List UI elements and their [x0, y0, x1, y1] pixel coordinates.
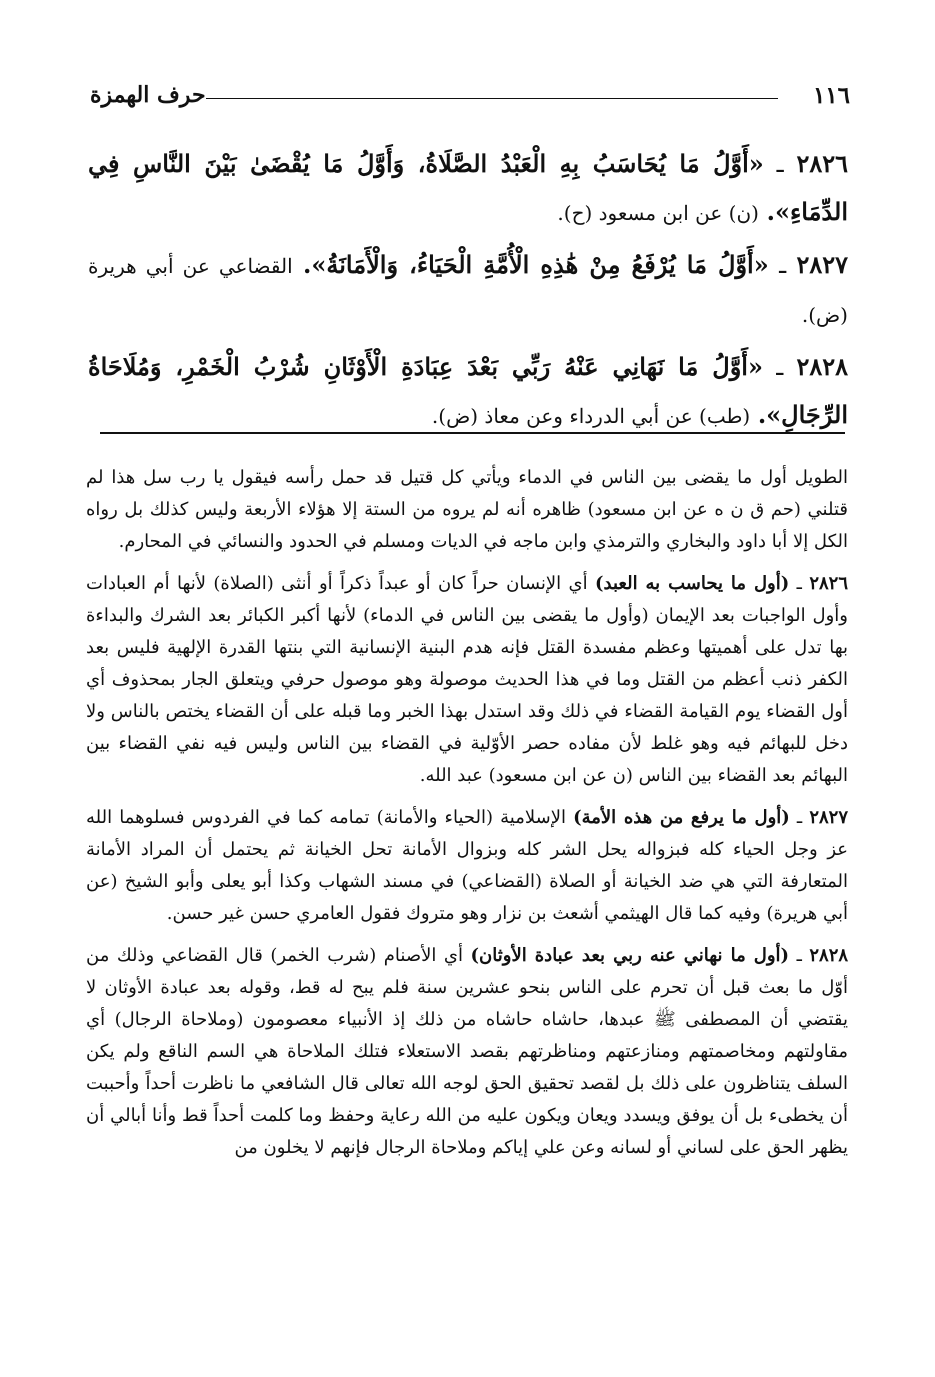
chapter-title: حرف الهمزة: [90, 82, 206, 108]
hadith-entry: ٢٨٢٨ ـ «أَوَّلُ مَا نَهَانِي عَنْهُ رَبِّي بَعْدَ عِبَادَةِ الْأَوْثَانِ شُرْبُ الْخَمْرِ، وَمُلَاحَاةُ الرِّجَالِ». (طب) عن أبي الدرداء وعن معاذ (ض).: [88, 352, 848, 429]
commentary-text: الإسلامية (الحياء والأمانة) تمامه كما في الفردوس فسلوهما الله عز وجل الحياء كله فبزواله يحل الشر كله وبزوال الأمانة تحل الخيانة ثم يحتمل أن المراد الأمانة المتعارفة التي هي ضد الخيانة أو الصلاة (القضاعي) في مسند الشهاب وكذا أبو يعلى وأبو الشيخ (عن أبي هريرة) وفيه كما قال الهيثمي أشعث بن نزار وهو متروك فقول العامري حسن غير حسن.: [86, 807, 848, 924]
hadith-reference: (ن) عن ابن مسعود (ح).: [557, 201, 759, 225]
commentary-block: [86, 462, 848, 1174]
commentary-text: أي الإنسان حراً كان أو عبداً ذكراً أو أنثى (الصلاة) لأنها أم العبادات وأول الواجبات بعد الإيمان (وأول ما يقضى بين الناس في الدماء) لأنها أكبر الكبائر بعد الشرك والبداءة بها تدل على أهميتها وعظم مفسدة القتل فإنه هدم البنية الإنسانية التي بنتها القدرة الإلهية فليس بعد الكفر ذنب أعظم من القتل وما في هذا الحديث موصولة وهو موصول حرفي ويتعلق الجار بمحذوف أي أول القضاء يوم القيامة القضاء في ذلك وقد استدل بهذا الخبر وما قبله على أن القضاء يختص بالناس ولا دخل للبهائم فيه وهو غلط لأن مفاده حصر الأوّلية في القضاء بين الناس وليس فيه نفي القضاء بين البهائم بعد القضاء بين الناس (ن عن ابن مسعود) عبد الله.: [86, 573, 848, 786]
hadith-number: ٢٨٢٦: [796, 149, 848, 178]
hadith-reference: (طب) عن أبي الدرداء وعن معاذ (ض).: [431, 404, 751, 428]
hadith-text: «أَوَّلُ مَا يُرْفَعُ مِنْ هَٰذِهِ الْأُمَّةِ الْحَيَاءُ، وَالْأَمَانَةُ».: [303, 250, 769, 279]
commentary-lemma: (أول ما نهاني عنه ربي بعد عبادة الأوثان): [470, 945, 790, 966]
hadith-text: «أَوَّلُ مَا يُحَاسَبُ بِهِ الْعَبْدُ الصَّلَاةُ، وَأَوَّلُ مَا يُقْضَىٰ بَيْنَ النَّاسِ فِي الدِّمَاءِ».: [88, 149, 848, 226]
commentary-paragraph: ٢٨٢٦ ـ (أول ما يحاسب به العبد) أي الإنسان حراً كان أو عبداً ذكراً أو أنثى (الصلاة) لأنها أم العبادات وأول الواجبات بعد الإيمان (وأول ما يقضى بين الناس في الدماء) لأنها أكبر الكبائر بعد الشرك والبداءة بها تدل على أهميتها وعظم مفسدة القتل فإنه هدم البنية الإنسانية التي بنتها القدرة الإلهية فليس بعد الكفر ذنب أعظم من القتل وما في هذا الحديث موصولة وهو موصول حرفي ويتعلق الجار بمحذوف أي أول القضاء يوم القيامة القضاء في ذلك وقد استدل بهذا الخبر وما قبله على أن القضاء يختص بالناس ولا دخل للبهائم فيه وهو غلط لأن مفاده حصر الأوّلية في القضاء بين الناس وليس فيه نفي القضاء بين البهائم بعد القضاء بين الناس (ن عن ابن مسعود) عبد الله.: [86, 573, 849, 786]
commentary-text: أي الأصنام (شرب الخمر) قال القضاعي وذلك من أوّل ما بعث قبل أن تحرم على الناس بنحو عشرين سنة فلم يبح له قط، وقوله بعد عبادة الأوثان لا يقتضي أن المصطفى ﷺ عبدها، حاشاه حاشاه من ذلك إذ الأنبياء معصومون (وملاحاة الرجال) أي مقاولتهم ومخاصمتهم ومنازعتهم ومناظرتهم بقصد الاستعلاء فتلك الملاحاة هي السم الناقع ولم يكن السلف يتناظرون على ذلك بل لقصد تحقيق الحق لوجه الله تعالى قال الشافعي ما ناظرت أحداً وأحببت أن يخطىء بل أن يوفق ويسدد ويعان ويكون عليه من الله رعاية وحفظ وما كلمت أحداً قط وأنا أبالي أن يظهر الحق على لساني أو لسانه وعن علي إياكم وملاحاة الرجال فإنهم لا يخلون من: [86, 945, 848, 1158]
commentary-number: ٢٨٢٨: [809, 945, 849, 966]
commentary-lemma: (أول ما يرفع من هذه الأمة): [573, 807, 790, 828]
hadith-entry: ٢٨٢٦ ـ «أَوَّلُ مَا يُحَاسَبُ بِهِ الْعَبْدُ الصَّلَاةُ، وَأَوَّلُ مَا يُقْضَىٰ بَيْنَ النَّاسِ فِي الدِّمَاءِ». (ن) عن ابن مسعود (ح).: [88, 149, 848, 226]
commentary-number: ٢٨٢٦: [809, 573, 849, 594]
commentary-number: ٢٨٢٧: [809, 807, 848, 828]
commentary-text: الطويل أول ما يقضى بين الناس في الدماء ويأتي كل قتيل قد حمل رأسه فيقول يا رب سل هذا لم قتلني (حم ق ن ه عن ابن مسعود) ظاهره أنه لم يروه من الستة إلا هؤلاء الأربعة وليس كذلك بل رواه الكل إلا أبا داود والبخاري والترمذي وابن ماجه في الديات ومسلم في الحدود والنسائي في المحارم.: [86, 467, 848, 552]
hadith-reference: القضاعي عن أبي هريرة (ض).: [88, 254, 848, 327]
hadith-text: «أَوَّلُ مَا نَهَانِي عَنْهُ رَبِّي بَعْدَ عِبَادَةِ الْأَوْثَانِ شُرْبُ الْخَمْرِ، وَمُلَاحَاةُ الرِّجَالِ».: [88, 352, 848, 429]
hadith-entry: ٢٨٢٧ ـ «أَوَّلُ مَا يُرْفَعُ مِنْ هَٰذِهِ الْأُمَّةِ الْحَيَاءُ، وَالْأَمَانَةُ». القضاعي عن أبي هريرة (ض).: [88, 250, 849, 327]
commentary-paragraph: [86, 462, 848, 558]
header-rule: [206, 98, 778, 99]
commentary-lemma: (أول ما يحاسب به العبد): [595, 573, 790, 594]
hadith-number: ٢٨٢٨: [796, 352, 848, 381]
page-header: [90, 82, 850, 112]
section-divider: [100, 432, 845, 434]
commentary-paragraph: ٢٨٢٨ ـ (أول ما نهاني عنه ربي بعد عبادة الأوثان) أي الأصنام (شرب الخمر) قال القضاعي وذلك من أوّل ما بعث قبل أن تحرم على الناس بنحو عشرين سنة فلم يبح له قط، وقوله بعد عبادة الأوثان لا يقتضي أن المصطفى ﷺ عبدها، حاشاه حاشاه من ذلك إذ الأنبياء معصومون (وملاحاة الرجال) أي مقاولتهم ومخاصمتهم ومنازعتهم ومناظرتهم بقصد الاستعلاء فتلك الملاحاة هي السم الناقع ولم يكن السلف يتناظرون على ذلك بل لقصد تحقيق الحق لوجه الله تعالى قال الشافعي ما ناظرت أحداً وأحببت أن يخطىء بل أن يوفق ويسدد ويعان ويكون عليه من الله رعاية وحفظ وما كلمت أحداً قط وأنا أبالي أن يظهر الحق على لساني أو لسانه وعن علي إياكم وملاحاة الرجال فإنهم لا يخلون من: [86, 945, 849, 1158]
hadith-text-block: [88, 140, 848, 444]
hadith-number: ٢٨٢٧: [796, 250, 849, 279]
commentary-paragraph: ٢٨٢٧ ـ (أول ما يرفع من هذه الأمة) الإسلامية (الحياء والأمانة) تمامه كما في الفردوس فسلوهما الله عز وجل الحياء كله فبزواله يحل الشر كله وبزوال الأمانة تحل الخيانة ثم يحتمل أن المراد الأمانة المتعارفة التي هي ضد الخيانة أو الصلاة (القضاعي) في مسند الشهاب وكذا أبو يعلى وأبو الشيخ (عن أبي هريرة) وفيه كما قال الهيثمي أشعث بن نزار وهو متروك فقول العامري حسن غير حسن.: [86, 807, 848, 924]
page-number: ١١٦: [812, 82, 850, 109]
